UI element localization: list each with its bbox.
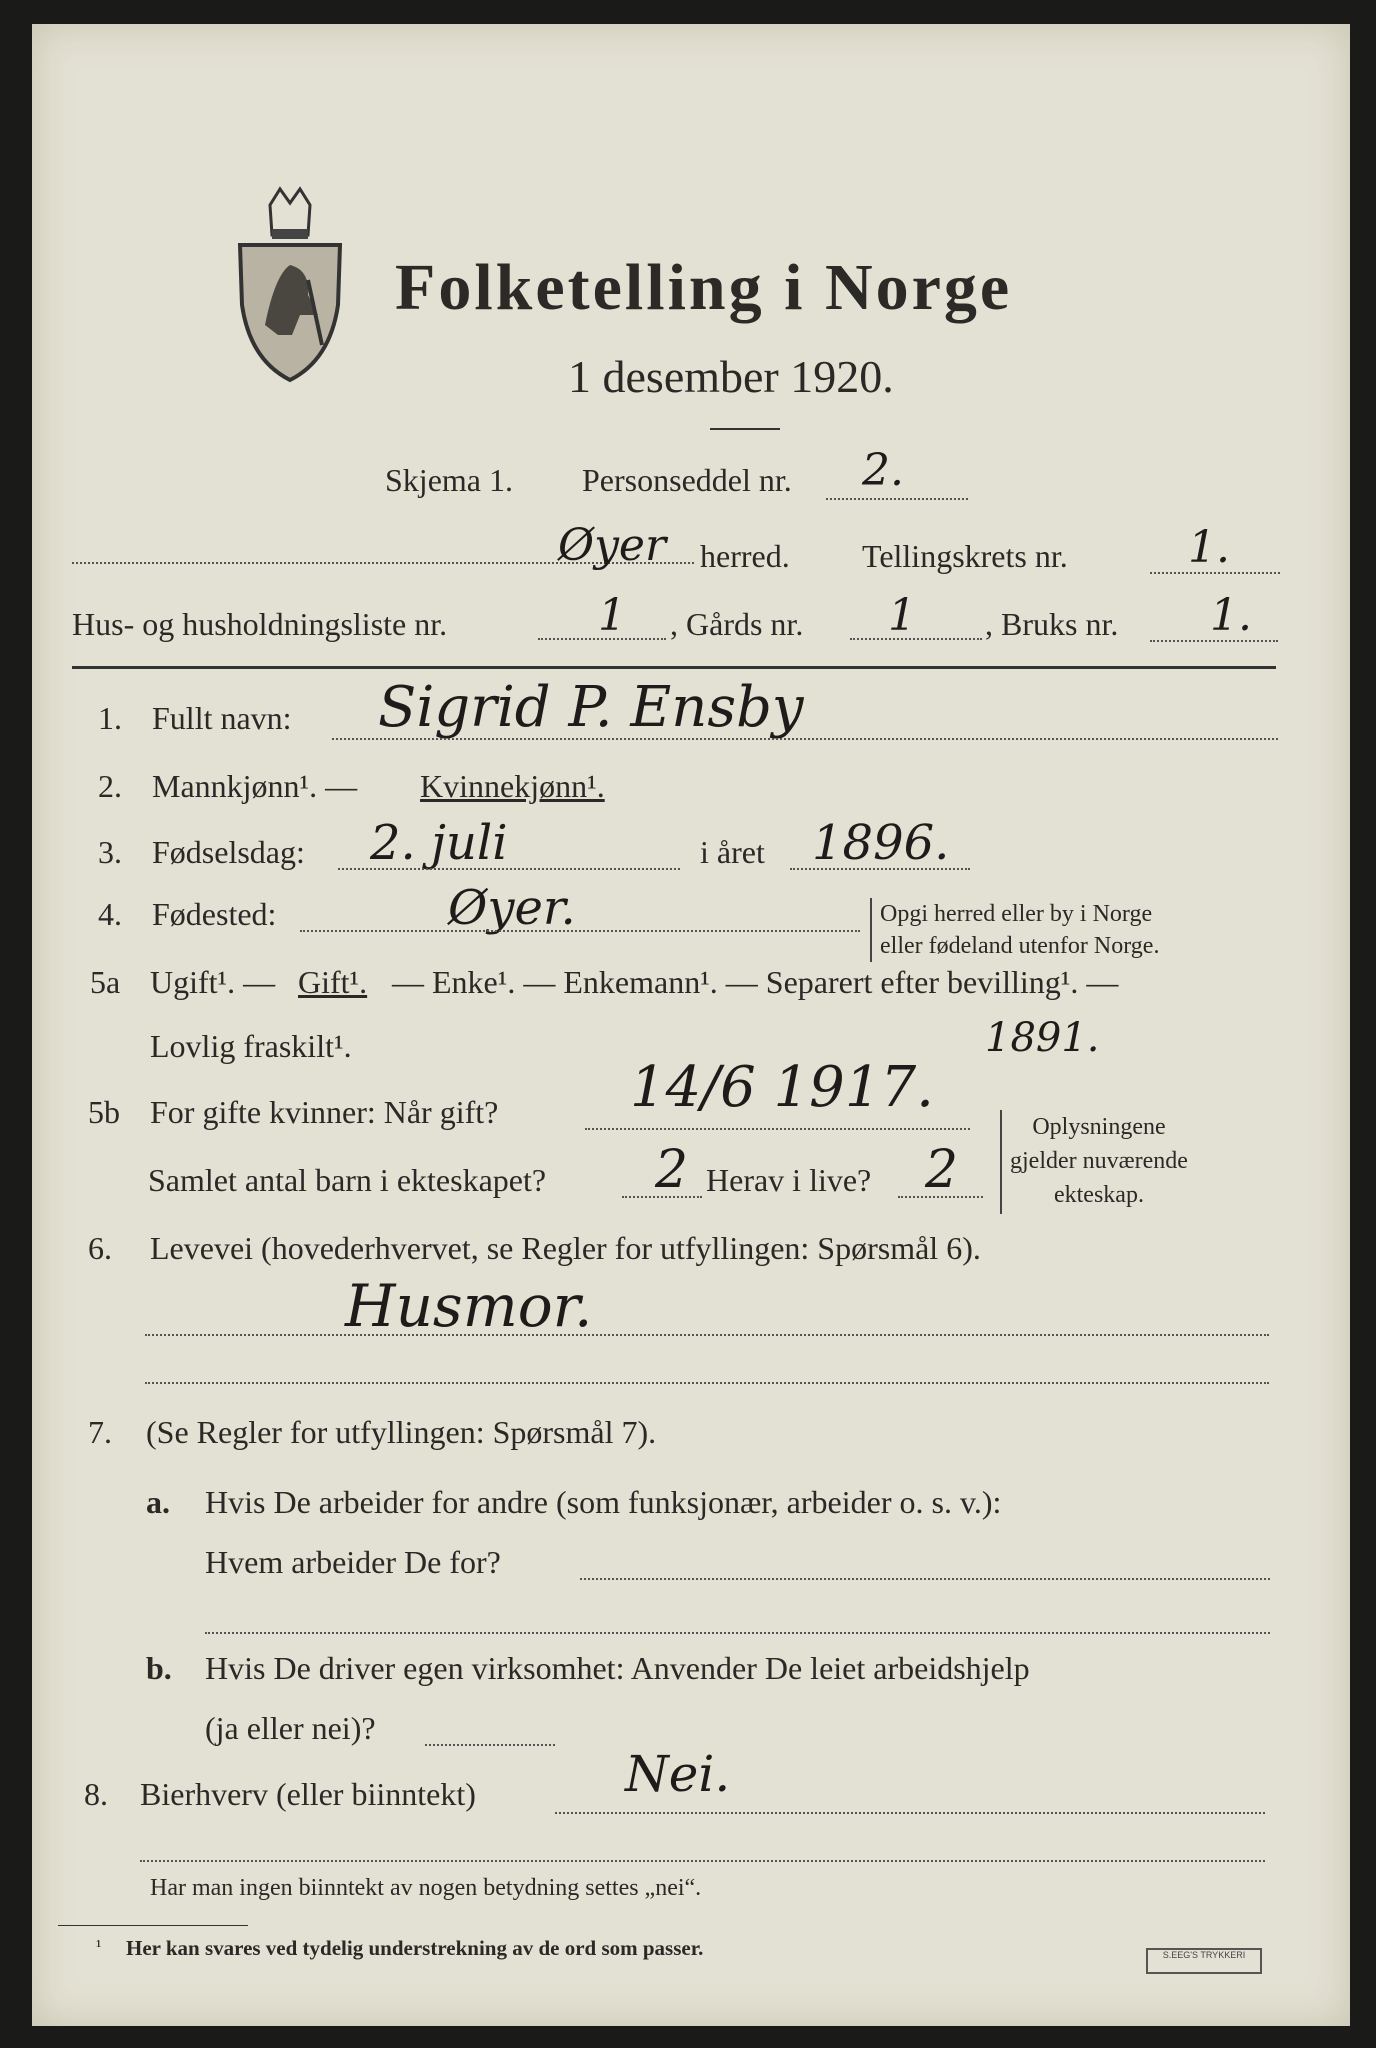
- gender-male: Mannkjønn¹. —: [152, 768, 358, 804]
- full-name-value[interactable]: Sigrid P. Ensby: [378, 675, 804, 740]
- marriage-note: [1000, 1110, 1188, 1214]
- occupation-line-2: [145, 1382, 1269, 1384]
- marriage-date-line: [585, 1128, 970, 1130]
- q6-number: 6.: [88, 1230, 112, 1266]
- q4-label: Fødested:: [152, 896, 277, 932]
- printer-stamp: S.EEG'S TRYKKERI: [1146, 1948, 1262, 1974]
- gards-line: [850, 638, 982, 640]
- hired-help-line[interactable]: [425, 1744, 555, 1746]
- personseddel-value[interactable]: 2.: [862, 445, 904, 496]
- skjema-label: Skjema 1.: [385, 462, 513, 498]
- q1-number: 1.: [98, 700, 122, 736]
- children-value[interactable]: 2: [655, 1140, 689, 1200]
- personseddel-label: Personseddel nr.: [582, 462, 792, 498]
- footnote-mark: ¹: [96, 1936, 102, 1956]
- side-income-line-2: [140, 1860, 1265, 1862]
- section-divider: [72, 666, 1276, 669]
- year-label: i året: [700, 834, 765, 870]
- marriage-date-value[interactable]: 14/6 1917.: [630, 1055, 934, 1120]
- civil-status-others: — Enke¹. — Enkemann¹. — Separert efter bevilling¹. —: [392, 964, 1119, 1000]
- employer-line-2[interactable]: [205, 1632, 1270, 1634]
- birthplace-note-line2: eller fødeland utenfor Norge.: [880, 933, 1160, 959]
- employer-line-1[interactable]: [580, 1578, 1270, 1580]
- coat-of-arms-icon: [230, 185, 350, 385]
- birth-year-value[interactable]: 1896.: [812, 815, 950, 871]
- tellingskrets-line: [1150, 572, 1280, 574]
- birthplace-note: [870, 898, 1159, 962]
- marriage-note-line1: Oplysningene: [1032, 1114, 1166, 1140]
- q1-label: Fullt navn:: [152, 700, 292, 736]
- occupation-value[interactable]: Husmor.: [345, 1272, 593, 1340]
- alive-label: Herav i live?: [706, 1162, 872, 1198]
- form-title: Folketelling i Norge: [395, 251, 1013, 324]
- q4-number: 4.: [98, 896, 122, 932]
- occupation-line-1: [145, 1334, 1269, 1336]
- hus-line: [538, 638, 666, 640]
- q6-label: Levevei (hovederhvervet, se Regler for utfyllingen: Spørsmål 6).: [150, 1230, 981, 1266]
- q2-number: 2.: [98, 768, 122, 804]
- q7a-letter: a.: [146, 1484, 170, 1520]
- alive-line: [898, 1196, 983, 1198]
- birthday-line: [338, 868, 680, 870]
- marriage-note-line3: ekteskap.: [1053, 1182, 1144, 1208]
- footnote-text: Her kan svares ved tydelig understrekning av de ord som passer.: [126, 1936, 704, 1960]
- bruks-line: [1150, 640, 1278, 642]
- marriage-note-line2: gjelder nuværende: [1010, 1148, 1188, 1174]
- full-name-line: [332, 738, 1278, 740]
- hus-value[interactable]: 1: [598, 590, 626, 641]
- tellingskrets-label: Tellingskrets nr.: [862, 538, 1068, 574]
- birthday-value[interactable]: 2. juli: [370, 815, 508, 871]
- hus-label: Hus- og husholdningsliste nr.: [72, 606, 448, 642]
- civil-status-fraskilt: Lovlig fraskilt¹.: [150, 1028, 352, 1064]
- tellingskrets-value[interactable]: 1.: [1188, 522, 1230, 573]
- footer-note: Har man ingen biinntekt av nogen betydning settes „nei“.: [150, 1875, 702, 1901]
- alive-value[interactable]: 2: [925, 1140, 959, 1200]
- children-label: Samlet antal barn i ekteskapet?: [148, 1162, 547, 1198]
- annotation-year: 1891.: [985, 1015, 1100, 1061]
- q7b-letter: b.: [146, 1650, 172, 1686]
- q3-label: Fødselsdag:: [152, 834, 305, 870]
- q8-number: 8.: [84, 1776, 108, 1812]
- bruks-label: , Bruks nr.: [985, 606, 1119, 642]
- civil-status-ugift: Ugift¹. —: [150, 964, 276, 1000]
- birthplace-line: [300, 930, 860, 932]
- q3-number: 3.: [98, 834, 122, 870]
- children-line: [622, 1196, 702, 1198]
- bruks-value[interactable]: 1.: [1210, 590, 1252, 641]
- q7a-line1: Hvis De arbeider for andre (som funksjonær, arbeider o. s. v.):: [205, 1484, 1002, 1520]
- q5a-number: 5a: [90, 964, 121, 1000]
- q7a-line2: Hvem arbeider De for?: [205, 1544, 501, 1580]
- q7b-line2: (ja eller nei)?: [205, 1710, 376, 1746]
- q7b-line1: Hvis De driver egen virksomhet: Anvender De leiet arbeidshjelp: [205, 1650, 1030, 1686]
- side-income-line-1: [555, 1812, 1265, 1814]
- herred-label: herred.: [700, 538, 790, 574]
- q5b-number: 5b: [88, 1094, 120, 1130]
- civil-status-gift-selected[interactable]: Gift¹.: [298, 964, 368, 1000]
- personseddel-line: [826, 498, 968, 500]
- herred-value[interactable]: Øyer: [558, 520, 667, 571]
- footnote-divider: [58, 1925, 248, 1926]
- gards-label: , Gårds nr.: [670, 606, 804, 642]
- title-divider: [710, 428, 780, 430]
- q8-label: Bierhverv (eller biinntekt): [140, 1776, 476, 1812]
- census-date: 1 desember 1920.: [568, 351, 894, 402]
- side-income-value[interactable]: Nei.: [625, 1745, 731, 1803]
- birthplace-note-line1: Opgi herred eller by i Norge: [880, 901, 1153, 927]
- birth-year-line: [790, 868, 970, 870]
- birthplace-value[interactable]: Øyer.: [448, 880, 576, 936]
- q7-label: (Se Regler for utfyllingen: Spørsmål 7).: [146, 1414, 657, 1450]
- q5b-label: For gifte kvinner: Når gift?: [150, 1094, 499, 1130]
- gender-female-selected[interactable]: Kvinnekjønn¹.: [420, 768, 605, 804]
- gards-value[interactable]: 1: [888, 590, 916, 641]
- q7-number: 7.: [88, 1414, 112, 1450]
